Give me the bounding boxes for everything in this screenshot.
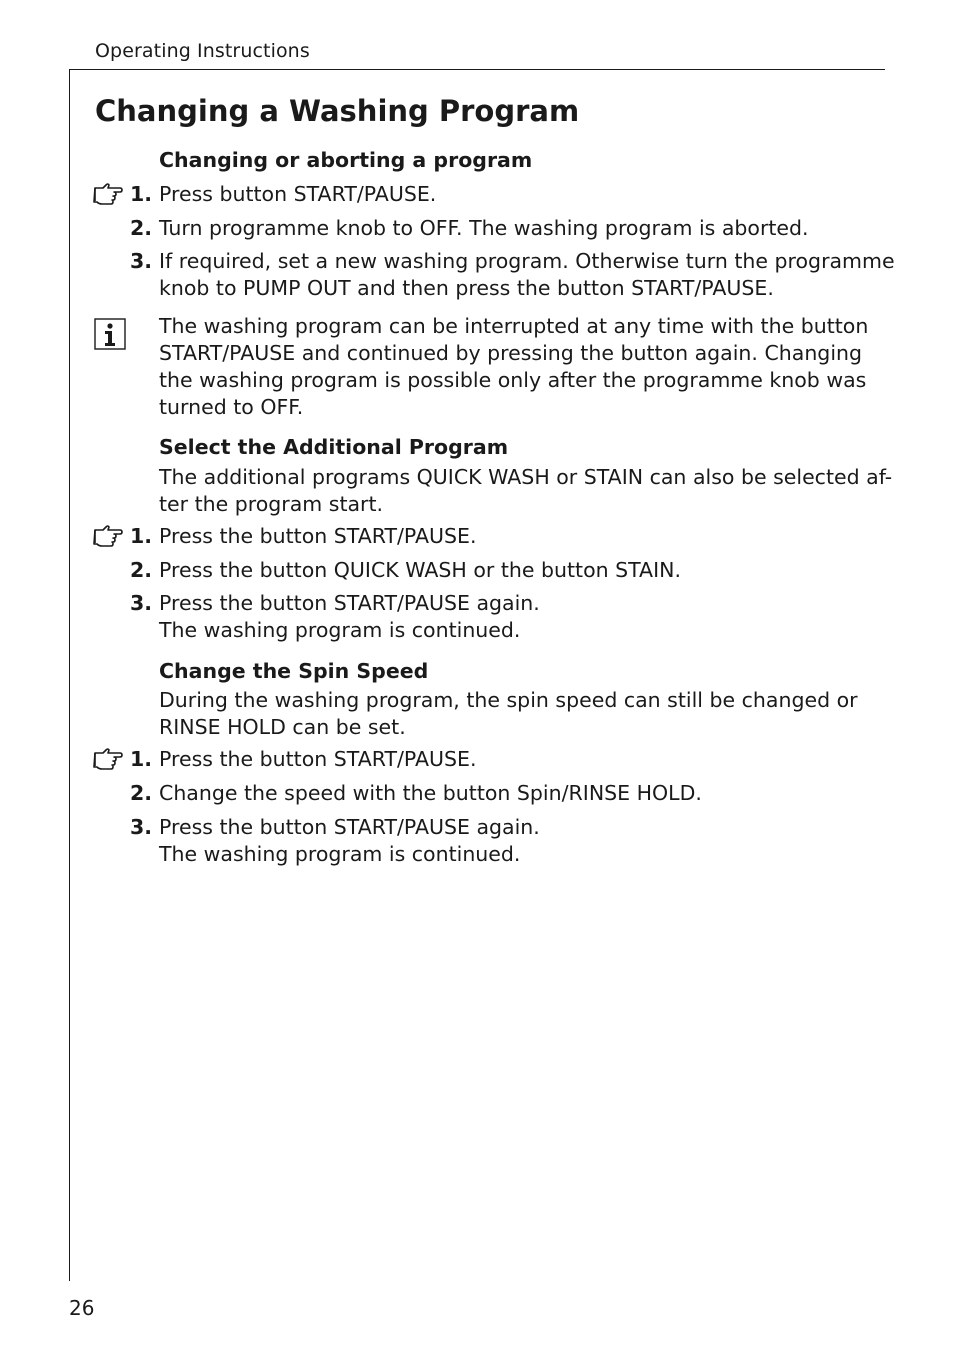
info-text: turned to OFF. <box>159 395 304 419</box>
step-number: 1. <box>129 747 152 771</box>
section-heading-changing-aborting: Changing or aborting a program <box>159 148 533 172</box>
step-text: Press the button START/PAUSE. <box>159 747 477 771</box>
step-text: Press the button START/PAUSE again. <box>159 591 540 615</box>
step-number: 3. <box>129 249 152 273</box>
margin-rule <box>69 69 70 1281</box>
info-text: The washing program can be interrupted at any time with the button <box>159 314 869 338</box>
step-number: 3. <box>129 591 152 615</box>
step-text: The washing program is continued. <box>159 842 521 866</box>
step-number: 2. <box>129 781 152 805</box>
info-text: the washing program is possible only after the programme knob was <box>159 368 867 392</box>
running-head: Operating Instructions <box>95 40 310 62</box>
section-intro: RINSE HOLD can be set. <box>159 715 406 739</box>
section-intro: ter the program start. <box>159 492 384 516</box>
header-rule <box>69 69 885 70</box>
step-number: 3. <box>129 815 152 839</box>
step-text: Press the button START/PAUSE. <box>159 524 477 548</box>
section-intro: The additional programs QUICK WASH or STAIN can also be selected af- <box>159 465 893 489</box>
step-number: 2. <box>129 216 152 240</box>
pointing-hand-icon <box>93 746 127 773</box>
section-heading-spin-speed: Change the Spin Speed <box>159 659 429 683</box>
page-title: Changing a Washing Program <box>95 94 580 128</box>
step-text: Press the button START/PAUSE again. <box>159 815 540 839</box>
step-number: 1. <box>129 524 152 548</box>
info-text: START/PAUSE and continued by pressing the button again. Changing <box>159 341 863 365</box>
step-text: The washing program is continued. <box>159 618 521 642</box>
step-text: Change the speed with the button Spin/RINSE HOLD. <box>159 781 702 805</box>
pointing-hand-icon <box>93 181 127 208</box>
step-text: Turn programme knob to OFF. The washing program is aborted. <box>159 216 809 240</box>
page-number: 26 <box>69 1296 95 1320</box>
step-text: Press button START/PAUSE. <box>159 182 437 206</box>
step-text: knob to PUMP OUT and then press the button START/PAUSE. <box>159 276 774 300</box>
step-text: Press the button QUICK WASH or the button STAIN. <box>159 558 681 582</box>
step-number: 1. <box>129 182 152 206</box>
info-icon <box>94 318 126 350</box>
step-text: If required, set a new washing program. Otherwise turn the programme <box>159 249 895 273</box>
section-heading-additional-program: Select the Additional Program <box>159 435 509 459</box>
step-number: 2. <box>129 558 152 582</box>
pointing-hand-icon <box>93 523 127 550</box>
section-intro: During the washing program, the spin speed can still be changed or <box>159 688 858 712</box>
